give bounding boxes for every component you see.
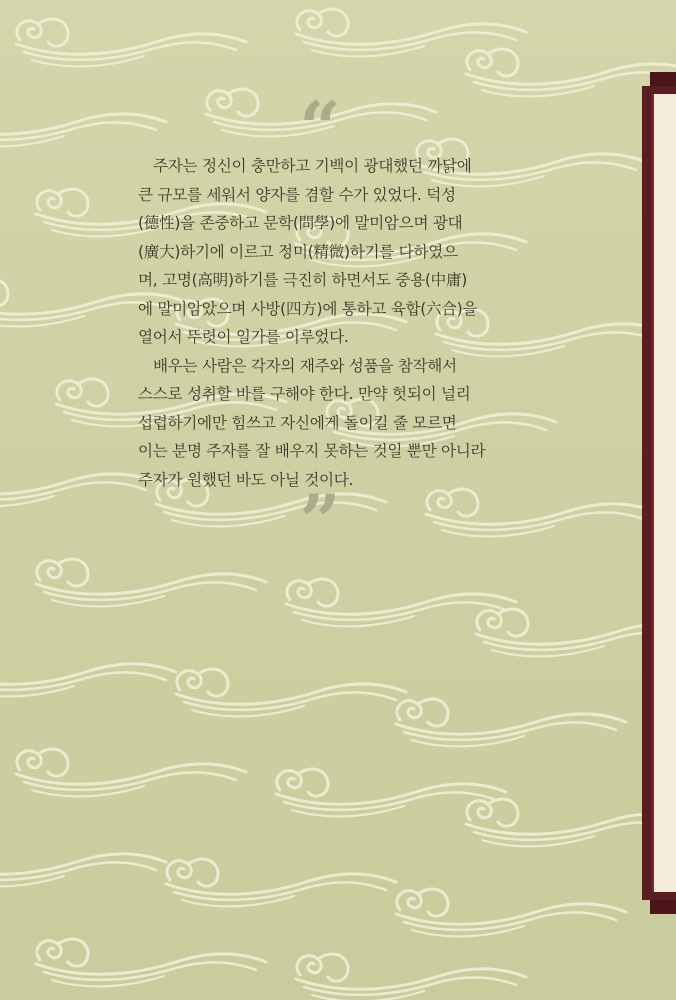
spine-inner-panel: [652, 94, 676, 892]
text-line: 주자는 정신이 충만하고 기백이 광대했던 까닭에: [153, 157, 472, 175]
spine-cap-top: [650, 72, 676, 86]
spine-edge-panel: [642, 72, 676, 914]
text-line: 며, 고명(高明)하기를 극진히 하면서도 중용(中庸): [138, 271, 468, 289]
quote-text: [138, 152, 548, 494]
text-line: 에 말미암았으며 사방(四方)에 통하고 육합(六合)을: [138, 299, 478, 318]
spine-cap-bottom: [650, 900, 676, 914]
text-line: 주자가 원했던 바도 아닐 것이다.: [138, 470, 354, 489]
open-quote-icon: “: [299, 85, 341, 170]
close-quote-icon: ”: [299, 478, 341, 563]
text-line: 큰 규모를 세워서 양자를 겸할 수가 있었다. 덕성: [138, 185, 456, 204]
quote-paragraph-1: [138, 152, 548, 352]
text-line: (德性)을 존중하고 문학(問學)에 말미암으며 광대: [138, 214, 463, 232]
quote-paragraph-2: [138, 352, 548, 495]
text-line: (廣大)하기에 이르고 정미(精微)하기를 다하였으: [138, 242, 458, 261]
text-line: 이는 분명 주자를 잘 배우지 못하는 것일 뿐만 아니라: [138, 442, 486, 460]
text-line: 배우는 사람은 각자의 재주와 성품을 참작해서: [153, 356, 457, 375]
text-line: 열어서 뚜렷이 일가를 이루었다.: [138, 328, 349, 346]
text-line: 섭렵하기에만 힘쓰고 자신에게 돌이킬 줄 모르면: [138, 413, 457, 432]
text-line: 스스로 성취할 바를 구해야 한다. 만약 헛되이 널리: [138, 385, 471, 403]
